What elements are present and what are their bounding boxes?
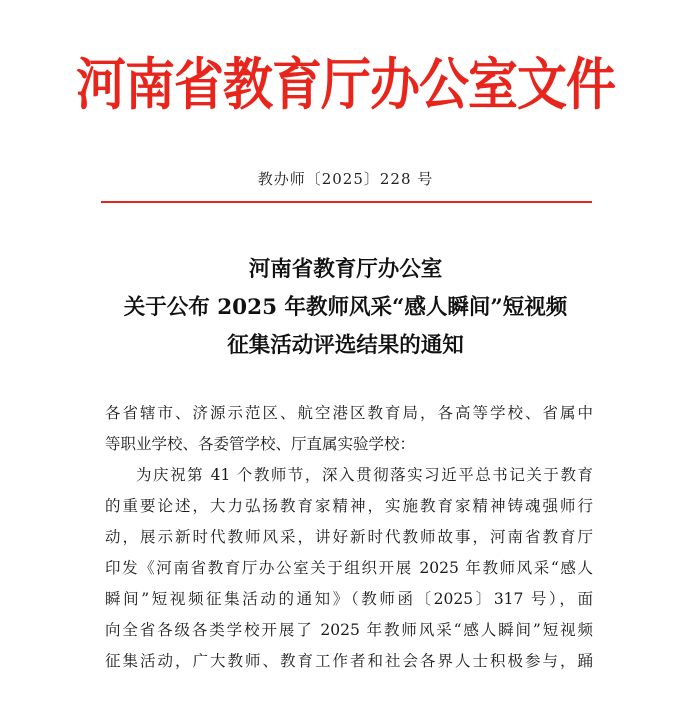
body-line-3: 动，展示新时代教师风采，讲好新时代教师故事，河南省教育厅 — [105, 528, 593, 546]
addressee-line-2: 等职业学校、各委管学校、厅直属实验学校： — [105, 435, 416, 453]
addressee-paragraph — [105, 398, 593, 460]
body-line-2: 的重要论述，大力弘扬教育家精神，实施教育家精神铸魂强师行 — [105, 497, 593, 515]
notice-title — [0, 251, 691, 365]
notice-title-line-3: 征集活动评选结果的通知 — [227, 333, 464, 358]
notice-title-line-2: 关于公布 2025 年教师风采“感人瞬间”短视频 — [123, 295, 568, 320]
document-number: 教办师〔2025〕228 号 — [257, 170, 434, 188]
body-paragraph-1 — [105, 460, 593, 677]
notice-body — [105, 398, 593, 677]
body-line-7: 征集活动，广大教师、教育工作者和社会各界人士积极参与，踊 — [105, 652, 593, 670]
body-line-4: 印发《河南省教育厅办公室关于组织开展 2025 年教师风采“感人 — [105, 559, 593, 577]
addressee-line-1: 各省辖市、济源示范区、航空港区教育局，各高等学校、省属中 — [105, 404, 593, 422]
body-line-6: 向全省各级各类学校开展了 2025 年教师风采“感人瞬间”短视频 — [105, 621, 593, 639]
body-line-1: 为庆祝第 41 个教师节，深入贯彻落实习近平总书记关于教育 — [136, 466, 593, 484]
red-divider-line — [101, 201, 592, 203]
body-line-5: 瞬间”短视频征集活动的通知》（教师函〔2025〕317 号），面 — [105, 590, 593, 608]
letterhead-title: 河南省教育厅办公室文件 — [76, 51, 615, 118]
notice-title-line-1: 河南省教育厅办公室 — [248, 257, 443, 282]
